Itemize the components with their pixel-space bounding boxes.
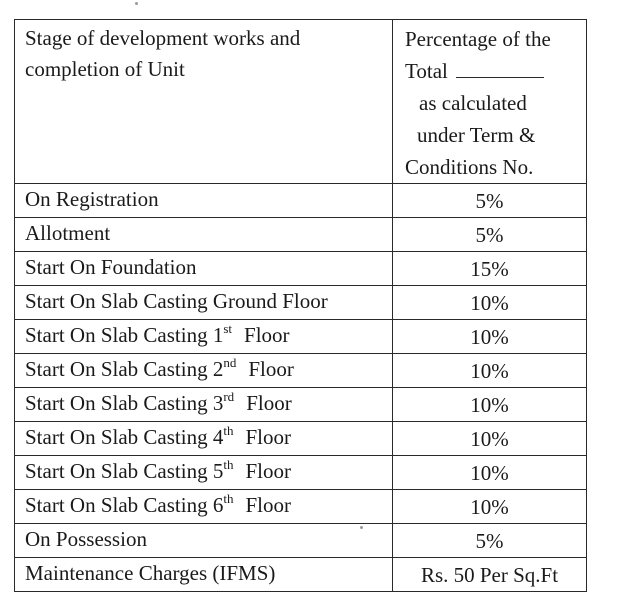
ordinal-suffix: th <box>223 457 234 472</box>
stage-text: Start On Slab Casting 1 <box>25 323 224 347</box>
percentage-cell: 15% <box>393 252 587 286</box>
floor-word: Floor <box>245 425 291 449</box>
scan-speck <box>135 2 138 5</box>
floor-word: Floor <box>245 459 291 483</box>
table-row <box>15 456 587 490</box>
stage-cell: Start On Slab Casting Ground Floor <box>15 286 393 320</box>
table-row <box>15 320 587 354</box>
percentage-cell: 10% <box>393 286 587 320</box>
scan-speck <box>360 526 363 529</box>
stage-cell <box>15 354 393 388</box>
percentage-cell: 10% <box>393 422 587 456</box>
stage-cell <box>15 490 393 524</box>
percentage-header-line: as calculated <box>419 91 527 115</box>
percentage-cell: 5% <box>393 218 587 252</box>
stage-cell <box>15 320 393 354</box>
blank-fill-line <box>456 57 544 78</box>
percentage-header-line: Percentage of the <box>405 27 551 51</box>
table-row <box>15 286 587 320</box>
stage-header-line: Stage of development works and <box>25 26 301 50</box>
stage-text: Start On Slab Casting 3 <box>25 391 224 415</box>
stage-text: Start On Slab Casting 4 <box>25 425 224 449</box>
percentage-cell: 5% <box>393 524 587 558</box>
ordinal-suffix: rd <box>223 389 235 404</box>
percentage-header-line <box>405 55 582 87</box>
table-row <box>15 354 587 388</box>
payment-schedule-table-container <box>14 19 586 592</box>
table-row <box>15 218 587 252</box>
payment-schedule-table <box>14 19 587 592</box>
table-row <box>15 252 587 286</box>
percentage-cell: 5% <box>393 184 587 218</box>
stage-cell <box>15 388 393 422</box>
stage-text: Start On Slab Casting 5 <box>25 459 224 483</box>
percentage-cell: 10% <box>393 456 587 490</box>
table-row <box>15 388 587 422</box>
percentage-cell: 10% <box>393 388 587 422</box>
floor-word: Floor <box>246 391 292 415</box>
stage-column-header <box>15 20 393 184</box>
stage-cell: On Registration <box>15 184 393 218</box>
stage-header-line: completion of Unit <box>25 57 185 81</box>
ordinal-suffix: th <box>223 491 234 506</box>
percentage-header-total: Total <box>405 59 448 83</box>
table-header-row <box>15 20 587 184</box>
percentage-cell: Rs. 50 Per Sq.Ft <box>393 558 587 592</box>
table-row <box>15 490 587 524</box>
stage-text: Start On Slab Casting 2 <box>25 357 224 381</box>
percentage-header-line: Conditions No. <box>405 155 534 179</box>
floor-word: Floor <box>244 323 290 347</box>
table-row <box>15 184 587 218</box>
table-row <box>15 558 587 592</box>
stage-cell <box>15 456 393 490</box>
stage-cell <box>15 422 393 456</box>
stage-cell: Start On Foundation <box>15 252 393 286</box>
floor-word: Floor <box>245 493 291 517</box>
ordinal-suffix: st <box>223 321 233 336</box>
table-row <box>15 524 587 558</box>
stage-cell: Allotment <box>15 218 393 252</box>
percentage-cell: 10% <box>393 490 587 524</box>
ordinal-suffix: nd <box>223 355 237 370</box>
ordinal-suffix: th <box>223 423 234 438</box>
percentage-column-header <box>393 20 587 184</box>
percentage-header-line: under Term & <box>417 123 536 147</box>
stage-text: Start On Slab Casting 6 <box>25 493 224 517</box>
percentage-cell: 10% <box>393 320 587 354</box>
floor-word: Floor <box>248 357 294 381</box>
stage-cell: Maintenance Charges (IFMS) <box>15 558 393 592</box>
percentage-cell: 10% <box>393 354 587 388</box>
table-row <box>15 422 587 456</box>
stage-cell: On Possession <box>15 524 393 558</box>
